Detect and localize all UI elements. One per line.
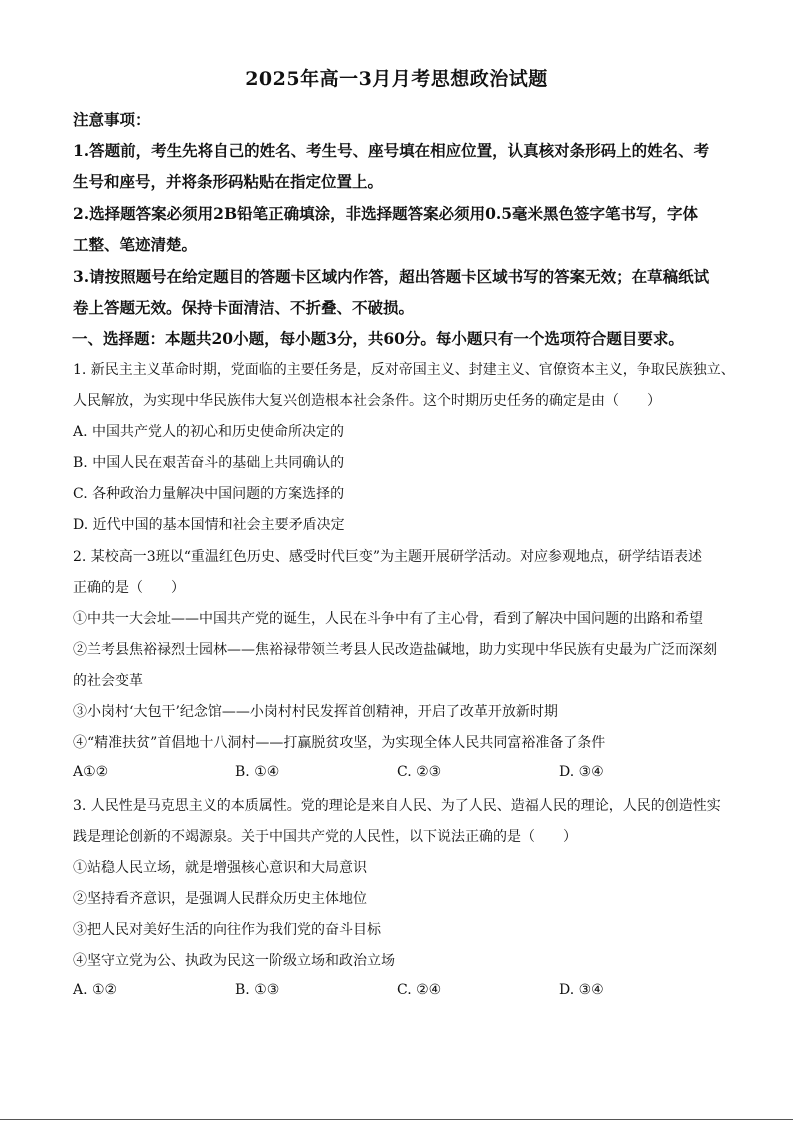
q3-statement-2: ②坚持看齐意识，是强调人民群众历史主体地位 — [73, 891, 367, 907]
q1-stem-line-1: 1. 新民主主义革命时期，党面临的主要任务是，反对帝国主义、封建主义、官僚资本主义，争取民族独立、 — [73, 362, 735, 378]
q3-option-d: D. ③④ — [559, 982, 604, 998]
q1-option-b: B. 中国人民在艰苦奋斗的基础上共同确认的 — [73, 455, 345, 471]
q2-statement-4: ④“精准扶贫”首倡地十八洞村——打赢脱贫攻坚，为实现全体人民共同富裕准备了条件 — [73, 735, 606, 751]
page-title: 2025年高一3月月考思想政治试题 — [245, 68, 548, 90]
page-bottom-divider — [0, 1119, 793, 1120]
notice-item-1-line-2: 生号和座号，并将条形码粘贴在指定位置上。 — [73, 172, 384, 191]
q2-option-c: C. ②③ — [397, 764, 442, 780]
q2-stem-line-2: 正确的是（ ） — [73, 580, 185, 596]
q2-statement-2-line-2: 的社会变革 — [73, 673, 143, 689]
q2-option-a: A①② — [73, 764, 109, 780]
q2-statement-2-line-1: ②兰考县焦裕禄烈士园林——焦裕禄带领兰考县人民改造盐碱地，助力实现中华民族有史最为广泛而深刻 — [73, 642, 717, 658]
notice-item-1-line-1: 1.答题前，考生先将自己的姓名、考生号、座号填在相应位置，认真核对条形码上的姓名、考 — [73, 141, 710, 160]
q2-stem-line-1: 2. 某校高一3班以“重温红色历史、感受时代巨变”为主题开展研学活动。对应参观地点，研学结语表述 — [73, 549, 703, 565]
q3-option-b: B. ①③ — [235, 982, 280, 998]
section-heading: 一、选择题：本题共20小题，每小题3分，共60分。每小题只有一个选项符合题目要求。 — [72, 329, 684, 348]
q3-statement-3: ③把人民对美好生活的向往作为我们党的奋斗目标 — [73, 922, 381, 938]
q1-option-c: C. 各种政治力量解决中国问题的方案选择的 — [73, 486, 345, 502]
q1-option-a: A. 中国共产党人的初心和历史使命所决定的 — [73, 424, 345, 440]
notice-heading: 注意事项： — [73, 110, 151, 129]
notice-item-3-line-1: 3.请按照题号在给定题目的答题卡区域内作答，超出答题卡区域书写的答案无效；在草稿纸试 — [73, 267, 710, 286]
notice-item-2-line-1: 2.选择题答案必须用2B铅笔正确填涂，非选择题答案必须用0.5毫米黑色签字笔书写，字体 — [73, 204, 699, 223]
q1-stem-line-2: 人民解放，为实现中华民族伟大复兴创造根本社会条件。这个时期历史任务的确定是由（ ） — [73, 393, 661, 409]
q2-option-d: D. ③④ — [559, 764, 604, 780]
q3-statement-4: ④坚守立党为公、执政为民这一阶级立场和政治立场 — [73, 953, 395, 969]
q3-stem-line-2: 践是理论创新的不竭源泉。关于中国共产党的人民性，以下说法正确的是（ ） — [73, 829, 577, 845]
q3-option-a: A. ①② — [73, 982, 118, 998]
q3-statement-1: ①站稳人民立场，就是增强核心意识和大局意识 — [73, 860, 367, 876]
q2-option-b: B. ①④ — [235, 764, 280, 780]
notice-item-2-line-2: 工整、笔迹清楚。 — [73, 235, 198, 254]
q3-option-c: C. ②④ — [397, 982, 442, 998]
q1-option-d: D. 近代中国的基本国情和社会主要矛盾决定 — [73, 517, 345, 533]
notice-item-3-line-2: 卷上答题无效。保持卡面清洁、不折叠、不破损。 — [73, 298, 415, 317]
q3-stem-line-1: 3. 人民性是马克思主义的本质属性。党的理论是来自人民、为了人民、造福人民的理论，人民的创造性实 — [73, 798, 721, 814]
q2-statement-1: ①中共一大会址——中国共产党的诞生，人民在斗争中有了主心骨，看到了解决中国问题的出路和希望 — [73, 611, 703, 627]
q2-statement-3: ③小岗村‘大包干’纪念馆——小岗村村民发挥首创精神，开启了改革开放新时期 — [73, 704, 558, 720]
